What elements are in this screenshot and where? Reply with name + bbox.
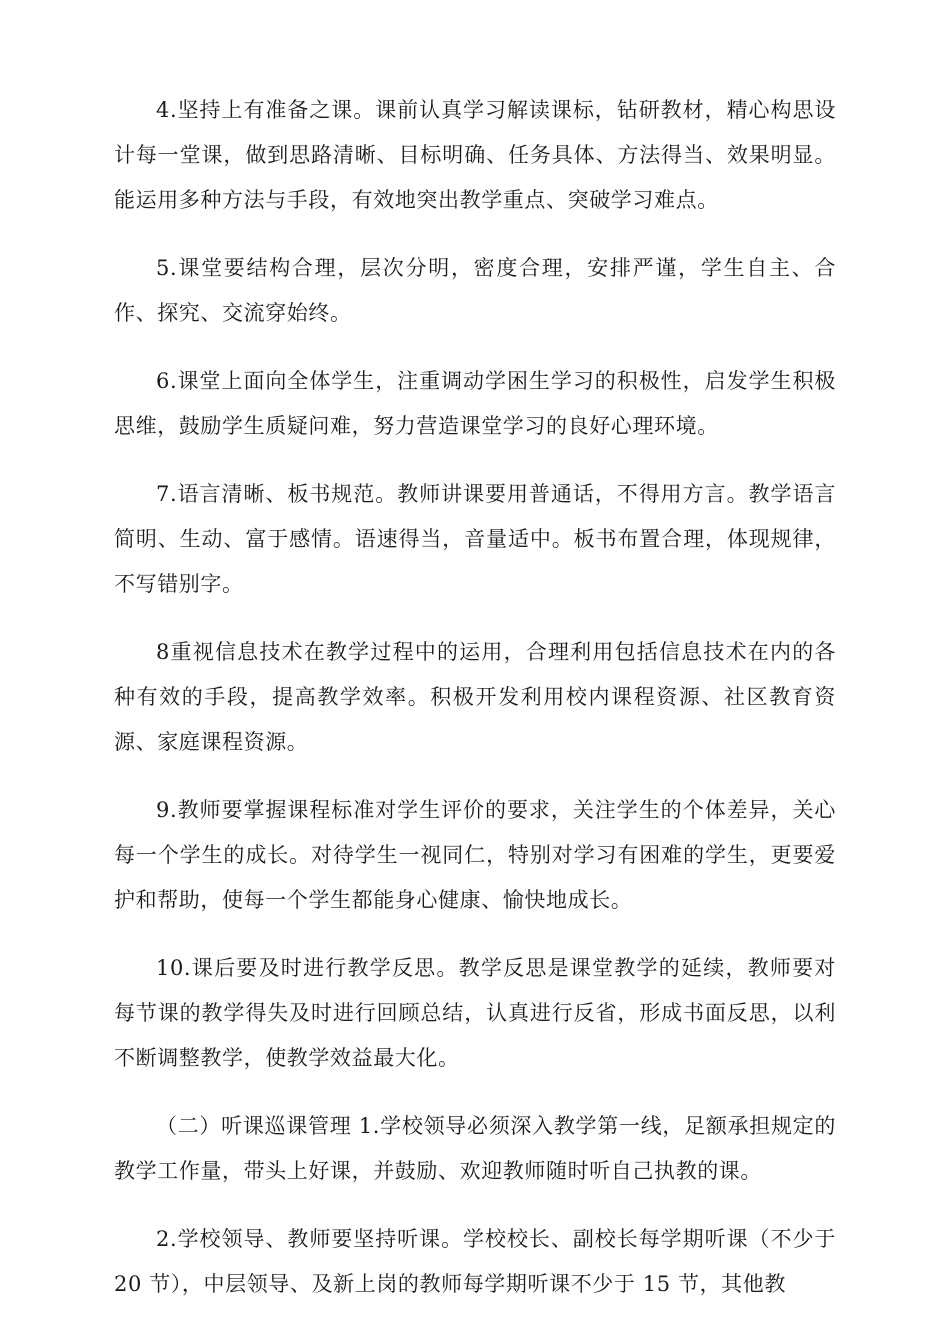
paragraph-7: 7.语言清晰、板书规范。教师讲课要用普通话，不得用方言。教学语言简明、生动、富于感情。语速得当，音量适中。板书布置合理，体现规律，不写错别字。 xyxy=(114,482,836,596)
document-body xyxy=(114,88,836,1330)
paragraph-10: 10.课后要及时进行教学反思。教学反思是课堂教学的延续，教师要对每节课的教学得失及时进行回顾总结，认真进行反省，形成书面反思，以利不断调整教学，使教学效益最大化。 xyxy=(114,956,836,1070)
paragraph-6: 6.课堂上面向全体学生，注重调动学困生学习的积极性，启发学生积极思维，鼓励学生质疑问难，努力营造课堂学习的良好心理环境。 xyxy=(114,369,836,438)
paragraph-4: 4.坚持上有准备之课。课前认真学习解读课标，钻研教材，精心构思设计每一堂课，做到思路清晰、目标明确、任务具体、方法得当、效果明显。能运用多种方法与手段，有效地突出教学重点、突破学习难点。 xyxy=(114,98,836,212)
paragraph-8: 8重视信息技术在教学过程中的运用，合理利用包括信息技术在内的各种有效的手段，提高教学效率。积极开发利用校内课程资源、社区教育资源、家庭课程资源。 xyxy=(114,640,836,754)
section-2-paragraph-1: （二）听课巡课管理 1.学校领导必须深入教学第一线，足额承担规定的教学工作量，带头上好课，并鼓励、欢迎教师随时听自己执教的课。 xyxy=(114,1114,836,1183)
paragraph-5: 5.课堂要结构合理，层次分明，密度合理，安排严谨，学生自主、合作、探究、交流穿始终。 xyxy=(114,256,836,325)
paragraph-9: 9.教师要掌握课程标准对学生评价的要求，关注学生的个体差异，关心每一个学生的成长。对待学生一视同仁，特别对学习有困难的学生，更要爱护和帮助，使每一个学生都能身心健康、愉快地成长。 xyxy=(114,798,836,912)
section-2-paragraph-2: 2.学校领导、教师要坚持听课。学校校长、副校长每学期听课（不少于 20 节），中层领导、及新上岗的教师每学期听课不少于 15 节，其他教 xyxy=(114,1227,836,1296)
